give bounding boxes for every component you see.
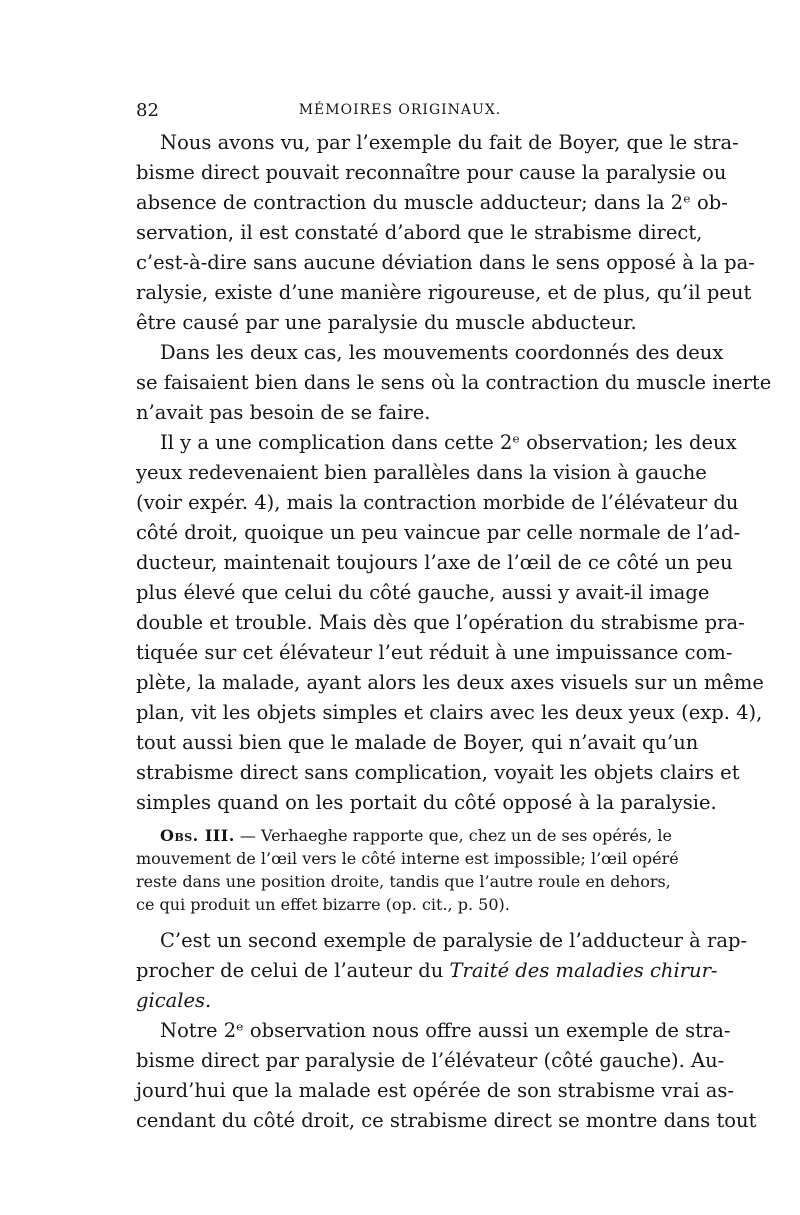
text-line: absence de contraction du muscle adducteur; dans la 2ᵉ ob- [136, 191, 728, 214]
text-line: plète, la malade, ayant alors les deux axes visuels sur un même [136, 671, 764, 694]
text-line: ducteur, maintenait toujours l’axe de l’œil de ce côté un peu [136, 551, 733, 574]
text-line: Notre 2ᵉ observation nous offre aussi un exemple de stra- [160, 1019, 731, 1042]
text-line: ce qui produit un effet bizarre (op. cit., p. 50). [136, 895, 510, 914]
text-line-with-title [136, 956, 718, 986]
text-line: strabisme direct sans complication, voyait les objets clairs et [136, 761, 740, 784]
text-line: jourd’hui que la malade est opérée de son strabisme vrai as- [136, 1079, 734, 1102]
text-line: cendant du côté droit, ce strabisme direct se montre dans tout [136, 1109, 757, 1132]
running-title: MÉMOIRES ORIGINAUX. [298, 102, 502, 118]
text-line: tout aussi bien que le malade de Boyer, qui n’avait qu’un [136, 731, 699, 754]
text-line: bisme direct pouvait reconnaître pour cause la paralysie ou [136, 161, 727, 184]
text-line: n’avait pas besoin de se faire. [136, 401, 431, 424]
paragraph-3 [136, 428, 764, 818]
text-line: plan, vit les objets simples et clairs avec les deux yeux (exp. 4), [136, 701, 763, 724]
book-title-part-2: gicales. [136, 989, 212, 1012]
text-line: mouvement de l’œil vers le côté interne est impossible; l’œil opéré [136, 849, 679, 868]
text-line: côté droit, quoique un peu vaincue par celle normale de l’ad- [136, 521, 741, 544]
text-line: Il y a une complication dans cette 2ᵉ observation; les deux [160, 431, 737, 454]
text-line: yeux redevenaient bien parallèles dans la vision à gauche [136, 461, 707, 484]
text-line: tiquée sur cet élévateur l’eut réduit à une impuissance com- [136, 641, 733, 664]
page-header [136, 100, 664, 124]
text-line: ralysie, existe d’une manière rigoureuse, et de plus, qu’il peut [136, 281, 752, 304]
paragraph-2 [136, 338, 772, 428]
text-line: double et trouble. Mais dès que l’opération du strabisme pra- [136, 611, 745, 634]
text-line: C’est un second exemple de paralysie de l’adducteur à rap- [160, 929, 748, 952]
page-number: 82 [136, 100, 159, 121]
text-line: simples quand on les portait du côté opposé à la paralysie. [136, 791, 717, 814]
text-line: c’est-à-dire sans aucune déviation dans le sens opposé à la pa- [136, 251, 755, 274]
text-line: être causé par une paralysie du muscle abducteur. [136, 311, 637, 334]
text-line: plus élevé que celui du côté gauche, aussi y avait-il image [136, 581, 710, 604]
text-line: servation, il est constaté d’abord que le strabisme direct, [136, 221, 703, 244]
paragraph-5 [136, 1016, 757, 1136]
observation-label: Obs. III. [160, 826, 235, 845]
text-line: reste dans une position droite, tandis que l’autre roule en dehors, [136, 872, 671, 891]
observation-note [136, 824, 679, 916]
text-line: (voir expér. 4), mais la contraction morbide de l’élévateur du [136, 491, 739, 514]
text-line: se faisaient bien dans le sens où la contraction du muscle inerte [136, 371, 772, 394]
observation-first-line [136, 824, 672, 847]
book-title-part-1: Traité des maladies chirur- [449, 959, 718, 982]
paragraph-1 [136, 128, 755, 338]
text-line: bisme direct par paralysie de l’élévateur (côté gauche). Au- [136, 1049, 725, 1072]
body-text [136, 128, 772, 1136]
text-line: Nous avons vu, par l’exemple du fait de Boyer, que le stra- [160, 131, 739, 154]
text-line [136, 986, 664, 1016]
text-line: Dans les deux cas, les mouvements coordonnés des deux [160, 341, 724, 364]
observation-text: — Verhaeghe rapporte que, chez un de ses opérés, le [234, 826, 672, 845]
paragraph-4 [136, 926, 748, 1016]
text-segment: procher de celui de l’auteur du [136, 959, 450, 982]
